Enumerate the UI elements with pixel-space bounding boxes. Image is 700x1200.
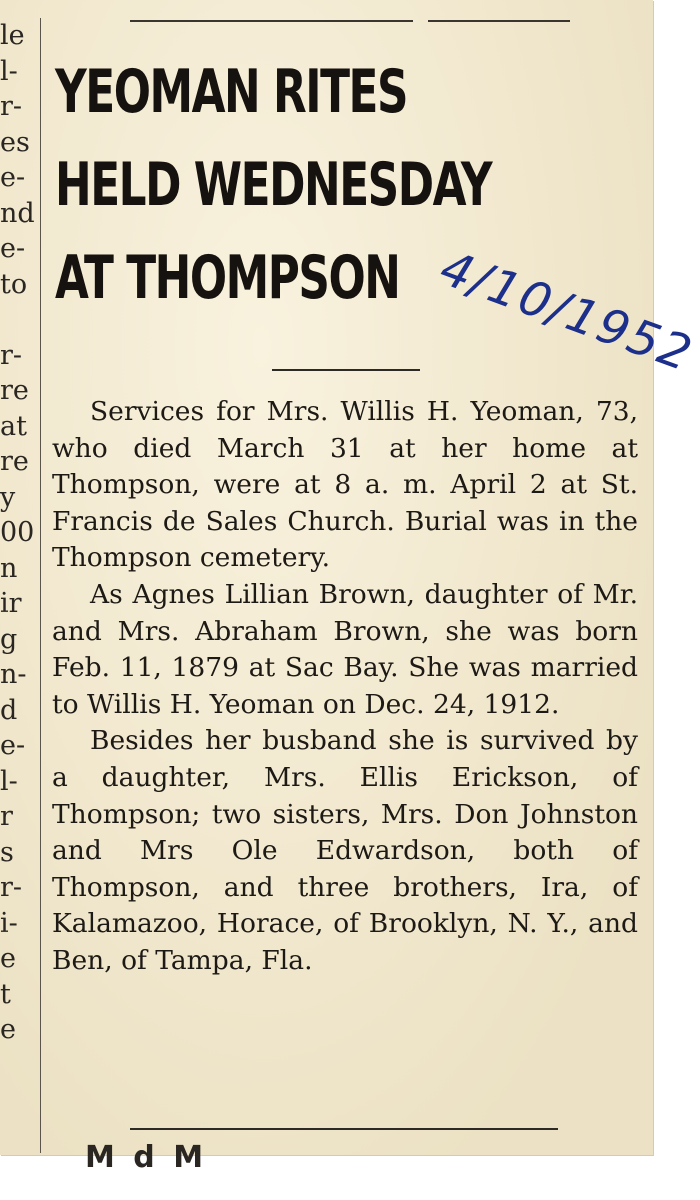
left-fragment: le [0, 20, 25, 51]
left-fragment: n- [0, 659, 27, 690]
left-fragment: e- [0, 233, 26, 264]
left-fragment: at [0, 410, 27, 442]
left-fragment: re [0, 446, 29, 477]
left-fragment: ir [0, 588, 22, 619]
left-fragment [0, 302, 30, 338]
left-fragment: e- [0, 162, 26, 193]
left-fragment: e [0, 943, 16, 974]
article-paragraph: Besides her busband she is survived by a daughter, Mrs. Ellis Erickson, of Thompson; two sisters, Mrs. Don Johnston and Mrs Ole Edwardson, both of Thompson, and three brothers, Ira, of Kalamazoo, Horace, of Brooklyn, N. Y., and Ben, of Tampa, Fla. [52, 725, 638, 976]
left-fragment: es [0, 126, 30, 158]
headline-divider [272, 369, 420, 371]
left-fragment: s [0, 836, 14, 868]
left-fragment: r [0, 801, 13, 832]
article-body [52, 394, 638, 980]
left-fragment: nd [0, 197, 35, 229]
left-fragment: 00 [0, 517, 35, 548]
article-paragraph: As Agnes Lillian Brown, daughter of Mr. and Mrs. Abraham Brown, she was born Feb. 11, 1879 at Sac Bay. She was married to Willis H. Yeoman on Dec. 24, 1912. [52, 578, 638, 720]
left-fragment: re [0, 375, 29, 406]
left-fragment: to [0, 268, 28, 300]
handwritten-date: 4/10/1952 [432, 240, 700, 383]
left-fragment: l- [0, 765, 18, 797]
top-rule-left [130, 20, 413, 22]
left-fragment: r- [0, 339, 23, 371]
headline-line: YEOMAN RITES [55, 57, 408, 127]
adjacent-column-fragments [0, 18, 35, 1048]
left-fragment: d [0, 694, 18, 726]
left-fragment: r- [0, 872, 23, 903]
left-fragment: y [0, 481, 16, 513]
headline-line: AT THOMPSON [55, 243, 400, 313]
left-fragment: l- [0, 55, 18, 87]
left-fragment: e- [0, 730, 26, 761]
top-rule-right [428, 20, 570, 22]
next-article-fragment: M d M [85, 1140, 208, 1175]
bottom-rule [130, 1128, 558, 1130]
headline-line: HELD WEDNESDAY [55, 150, 492, 220]
left-fragment: g [0, 623, 18, 655]
left-fragment: n [0, 552, 18, 584]
article-paragraph: Services for Mrs. Willis H. Yeoman, 73, who died March 31 at her home at Thompson, were at 8 a. m. April 2 at St. Francis de Sales Church. Burial was in the Thompson cemetery. [52, 396, 638, 574]
headline [55, 46, 492, 325]
column-divider [40, 18, 41, 1153]
left-fragment: t [0, 978, 11, 1010]
left-fragment: i- [0, 907, 18, 939]
left-fragment: e [0, 1014, 16, 1045]
left-fragment: r- [0, 91, 23, 122]
